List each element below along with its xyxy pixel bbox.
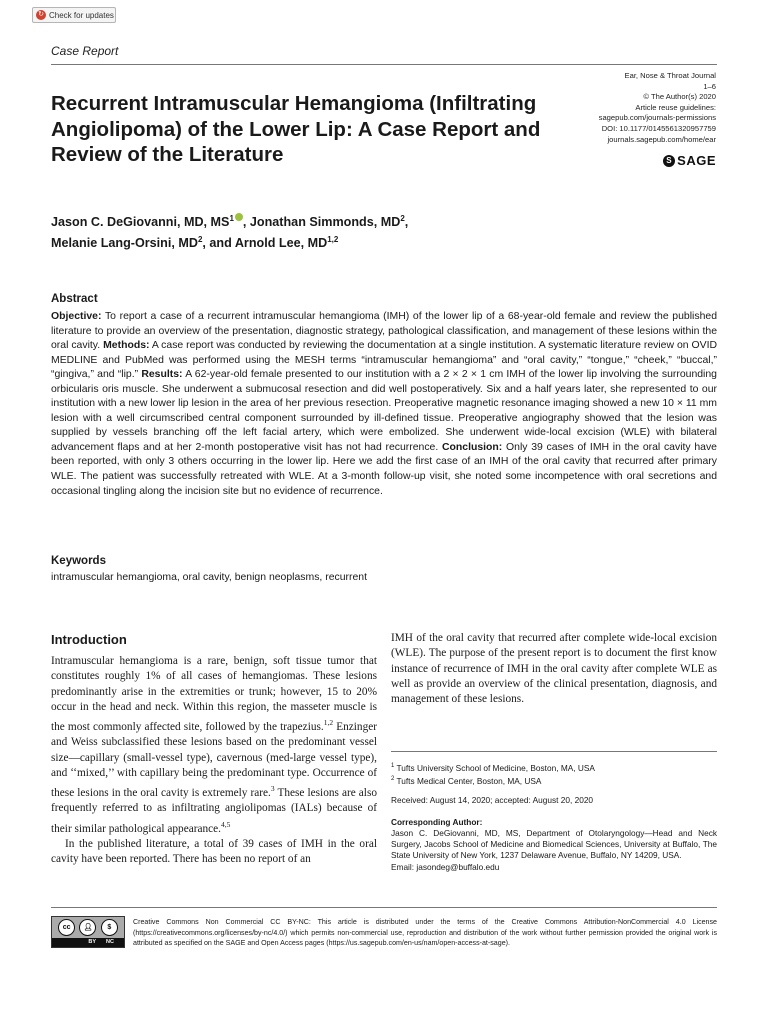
section-label: Case Report <box>51 44 119 58</box>
reuse-link[interactable]: sagepub.com/journals-permissions <box>598 113 716 123</box>
author-list: Jason C. DeGiovanni, MD, $MS^1$ , Jonathan Simmonds, $MD^2$, Melanie Lang-Orsini, $MD^2$, and Arnold Lee, MD$^{1,2}$ <box>51 214 409 251</box>
orcid-icon[interactable] <box>235 213 243 221</box>
affiliation-mark: 1 <box>391 763 395 769</box>
journal-name: Ear, Nose & Throat Journal <box>624 71 716 80</box>
cc-by-nc-badge[interactable] <box>51 916 125 948</box>
citation-ref[interactable]: 1,2 <box>323 718 334 728</box>
corresponding-author-heading: Corresponding Author: <box>391 817 483 827</box>
author-affiliation-mark: 1,2 <box>327 235 339 245</box>
citation-ref[interactable]: 3 <box>270 784 275 794</box>
abstract-heading: Abstract <box>51 293 98 305</box>
header-divider <box>51 64 717 65</box>
paragraph: In the published literature, a total of 39 cases of IMH in the oral cavity have been reported. There has been no report of an <box>51 837 377 865</box>
affiliation <box>391 774 595 787</box>
affiliation-mark: 2 <box>391 775 395 782</box>
sage-logo <box>663 153 716 168</box>
by-label: BY <box>88 939 97 945</box>
results-label: Results: <box>141 369 183 381</box>
noncommercial-icon: $ <box>101 919 118 936</box>
corresponding-author-address: Jason C. DeGiovanni, MD, MS, Department of Otolaryngology—Head and Neck Surgery, Jacobs School of Medicine and Biomedical Sciences, University at Buffalo, The State University of New York, 1237 Delaware Avenue, Buffalo, NY 14209, USA. <box>391 828 717 861</box>
introduction-right-column <box>391 631 717 707</box>
license-divider <box>51 907 717 908</box>
author-affiliation-mark: 2 <box>197 235 203 245</box>
conclusion-label: Conclusion: <box>441 441 503 453</box>
objective-label: Objective: <box>51 311 102 322</box>
author-name: Arnold Lee, MD <box>234 236 328 251</box>
journal-meta <box>599 71 716 145</box>
reuse-label: Article reuse guidelines: <box>635 102 716 112</box>
received-dates: Received: August 14, 2020; accepted: August 20, 2020 <box>391 795 594 805</box>
refresh-icon: ↻ <box>36 10 46 20</box>
keywords-heading: Keywords <box>51 555 106 567</box>
journal-home-link[interactable]: journals.sagepub.com/home/ear <box>607 134 716 144</box>
corresponding-author <box>391 828 717 873</box>
paragraph <box>51 654 377 837</box>
license-text: Creative Commons Non Commercial CC BY-NC: This article is distributed under the terms of the Creative Commons Attribution-NonCommercial 4.0 License (https://creativecommons.org/licenses/by-nc/4.0/) which permits non-commercial use, reproduction and distribution of the work without further permission provided the original work is attributed as specified on the SAGE and Open Access pages (https://us.sagepub.com/en-us/nam/open-access-at-sage). <box>133 918 717 948</box>
paragraph-text: These lesions are also frequently referred to as infiltrating angiolipomas (IALs) because of their similar pathological appearance. <box>51 786 377 835</box>
corresponding-author-email[interactable]: Email: jasondeg@buffalo.edu <box>391 861 500 872</box>
check-for-updates-label: Check for updates <box>49 10 114 20</box>
introduction-heading: Introduction <box>51 632 127 647</box>
author-affiliation-mark: 2 <box>400 214 405 223</box>
affiliation-text: Tufts University School of Medicine, Boston, MA, USA <box>396 762 595 773</box>
methods-label: Methods: <box>103 340 150 352</box>
article-title: Recurrent Intramuscular Hemangioma (Infiltrating Angiolipoma) of the Lower Lip: A Case Report and Review of the Literature <box>51 92 541 166</box>
cc-icon: cc <box>58 919 75 936</box>
introduction-left-column <box>51 654 377 867</box>
page-range: 1–6 <box>703 81 716 91</box>
doi[interactable]: DOI: 10.1177/0145561320957759 <box>601 123 716 133</box>
nc-label: NC <box>106 939 114 945</box>
methods-text: A case report was conducted by reviewing the documentation at a single institution. A systematic literature review on OVID MEDLINE and PubMed was performed using the MESH terms “intramuscular hemangioma” and “oral cavity,” “tongue,” “cheek,” “buccal,” “gingiva,” and “lip.” <box>51 340 718 381</box>
author-name: Jason C. DeGiovanni, MD, MS <box>51 215 230 230</box>
affiliation-text: Tufts Medical Center, Boston, MA, USA <box>396 775 542 786</box>
abstract-body <box>51 310 717 499</box>
check-for-updates-button[interactable] <box>32 7 116 23</box>
author-affiliation-mark: 1 <box>229 214 234 223</box>
results-text: A 62-year-old female presented to our institution with a 2 × 2 × 1 cm IMH of the lower lip involving the surrounding orbicularis oris muscle. She underwent a submucosal resection and did well postoperatively. Six and a half years later, she represented to our institution with a new lower lip lesion in the area of her previous resection. Preoperative magnetic resonance imaging showed a new 10 × 11 mm lesion with a well circumscribed central component surrounded by ill-defined tissue. Preoperative angiography showed that the lesion was supplied by vessels branching off the left facial artery, which were embolized. She underwent wide-local excision (WLE) with bilateral advancement flaps and at her 2-month postoperative visit has not had recurrence. <box>51 369 717 453</box>
conclusion-text: Only 39 cases of IMH in the oral cavity have been reported, with only 3 others occurring in the lower lip. Here we add the first case of an IMH of the oral cavity that recurred after primary WLE. The patient was successfully retreated with WLE. At a 3-month follow-up visit, she noted some incompetence with oral secretions and occasional tingling along the incision site but no evidence of recurrence. <box>51 441 717 497</box>
affiliations <box>391 761 595 787</box>
footnote-divider <box>391 751 717 752</box>
author-name: Jonathan Simmonds, MD <box>249 215 401 230</box>
keywords-list: intramuscular hemangioma, oral cavity, benign neoplasms, recurrent <box>51 572 367 583</box>
citation-ref[interactable]: 4,5 <box>221 819 231 829</box>
paragraph-text: Enzinger and Weiss subclassified these lesions based on the predominant vessel size—capillary (small-vessel type), cavernous (med-large vessel type), and ‘‘mixed,’’ with capillary being the predominant type. Occurrence of these lesions in the oral cavity is extremely rare. <box>51 720 377 799</box>
paragraph: IMH of the oral cavity that recurred after complete wide-local excision (WLE). The purpose of the present report is to document the first know instance of recurrence of IMH in the oral cavity after complete WLE as well as provide an overview of the clinical presentation, diagnosis, and management of these lesions. <box>391 632 717 706</box>
attribution-icon: 👤︎ <box>79 919 96 936</box>
paragraph-text: Intramuscular hemangioma is a rare, benign, soft tissue tumor that constitutes roughly 1% of all cases of hemangiomas. These lesions predominantly arise in the extremities or trunk; however, 15 to 20% occur in the head and neck. Within this region, the masseter muscle is the most commonly affected site, followed by the trapezius. <box>51 655 377 733</box>
objective-text: To report a case of a recurrent intramuscular hemangioma (IMH) of the lower lip of a 68-year-old female and review the published literature to provide an overview of the presentation, diagnostic strategy, pathological classification, and management of these lesions within the oral cavity. <box>51 311 717 352</box>
affiliation <box>391 761 595 774</box>
copyright: © The Author(s) 2020 <box>643 92 716 102</box>
author-name: Melanie Lang-Orsini, MD <box>51 236 198 251</box>
sage-wordmark: SAGE <box>677 153 716 168</box>
sage-mark-icon: S <box>663 155 675 167</box>
